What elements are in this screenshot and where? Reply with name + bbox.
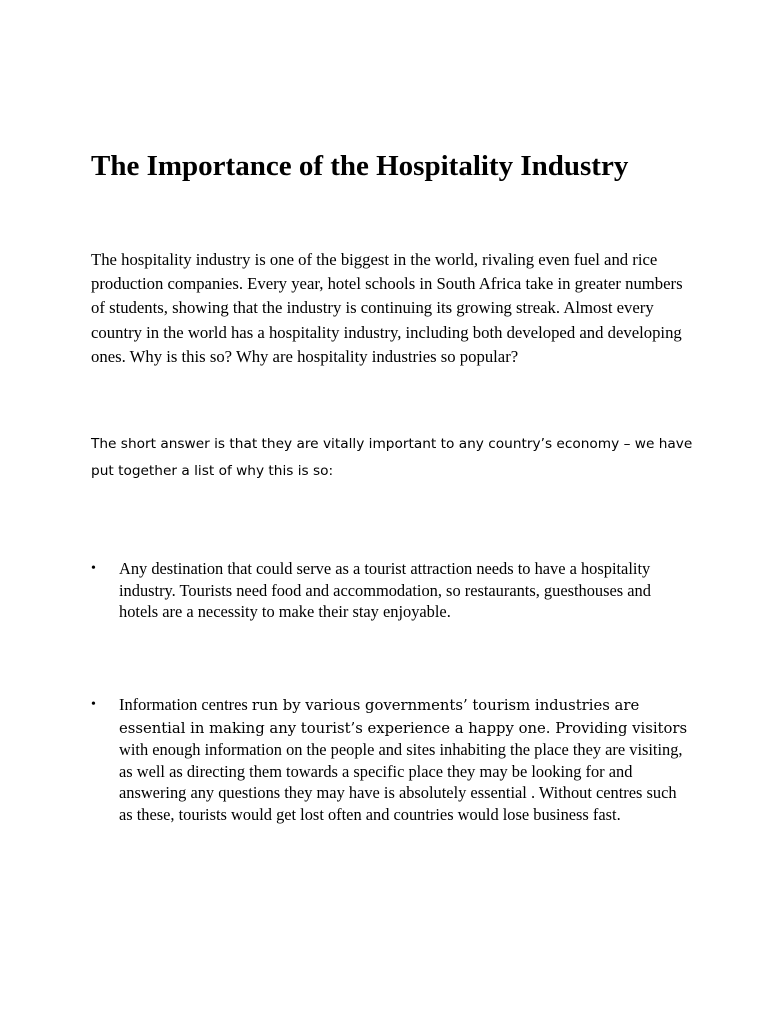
list-item-text: Any destination that could serve as a tourist attraction needs to have a hospitality industry. Tourists need food and accommodation, so restaurants, guesthouses and hotels are a necessity to make their stay enjoyable.	[119, 559, 651, 622]
bullet-marker: •	[91, 561, 96, 576]
page-title: The Importance of the Hospitality Industry	[91, 150, 629, 182]
list-item-text-part2: run by various governments’ tourism industries are essential in making any tourist’s experience a happy one. Providing visitors	[119, 697, 688, 737]
intro-paragraph: The hospitality industry is one of the biggest in the world, rivaling even fuel and rice production companies. Every year, hotel schools in South Africa take in greater numbers of students, showing that the industry is continuing its growing streak. Almost every country in the world has a hospitality industry, including both developed and developing ones. Why is this so? Why are hospitality industries so popular?	[91, 250, 683, 366]
list-item-text-part1: Information centres	[119, 695, 252, 714]
bullet-list-1	[91, 558, 691, 623]
bullet-marker: •	[91, 697, 96, 712]
list-item-text-part3: with enough information on the people and sites inhabiting the place they are visiting, as well as directing them towards a specific place they may be looking for and answering any questions they may have is absolutely essential . Without centres such as these, tourists would get lost often and countries would lose business fast.	[119, 740, 683, 824]
list-item	[91, 558, 691, 623]
list-item	[91, 694, 691, 826]
short-answer-paragraph: The short answer is that they are vitally important to any country’s economy – we have put together a list of why this is so:	[91, 436, 693, 479]
bullet-list-2	[91, 694, 691, 826]
